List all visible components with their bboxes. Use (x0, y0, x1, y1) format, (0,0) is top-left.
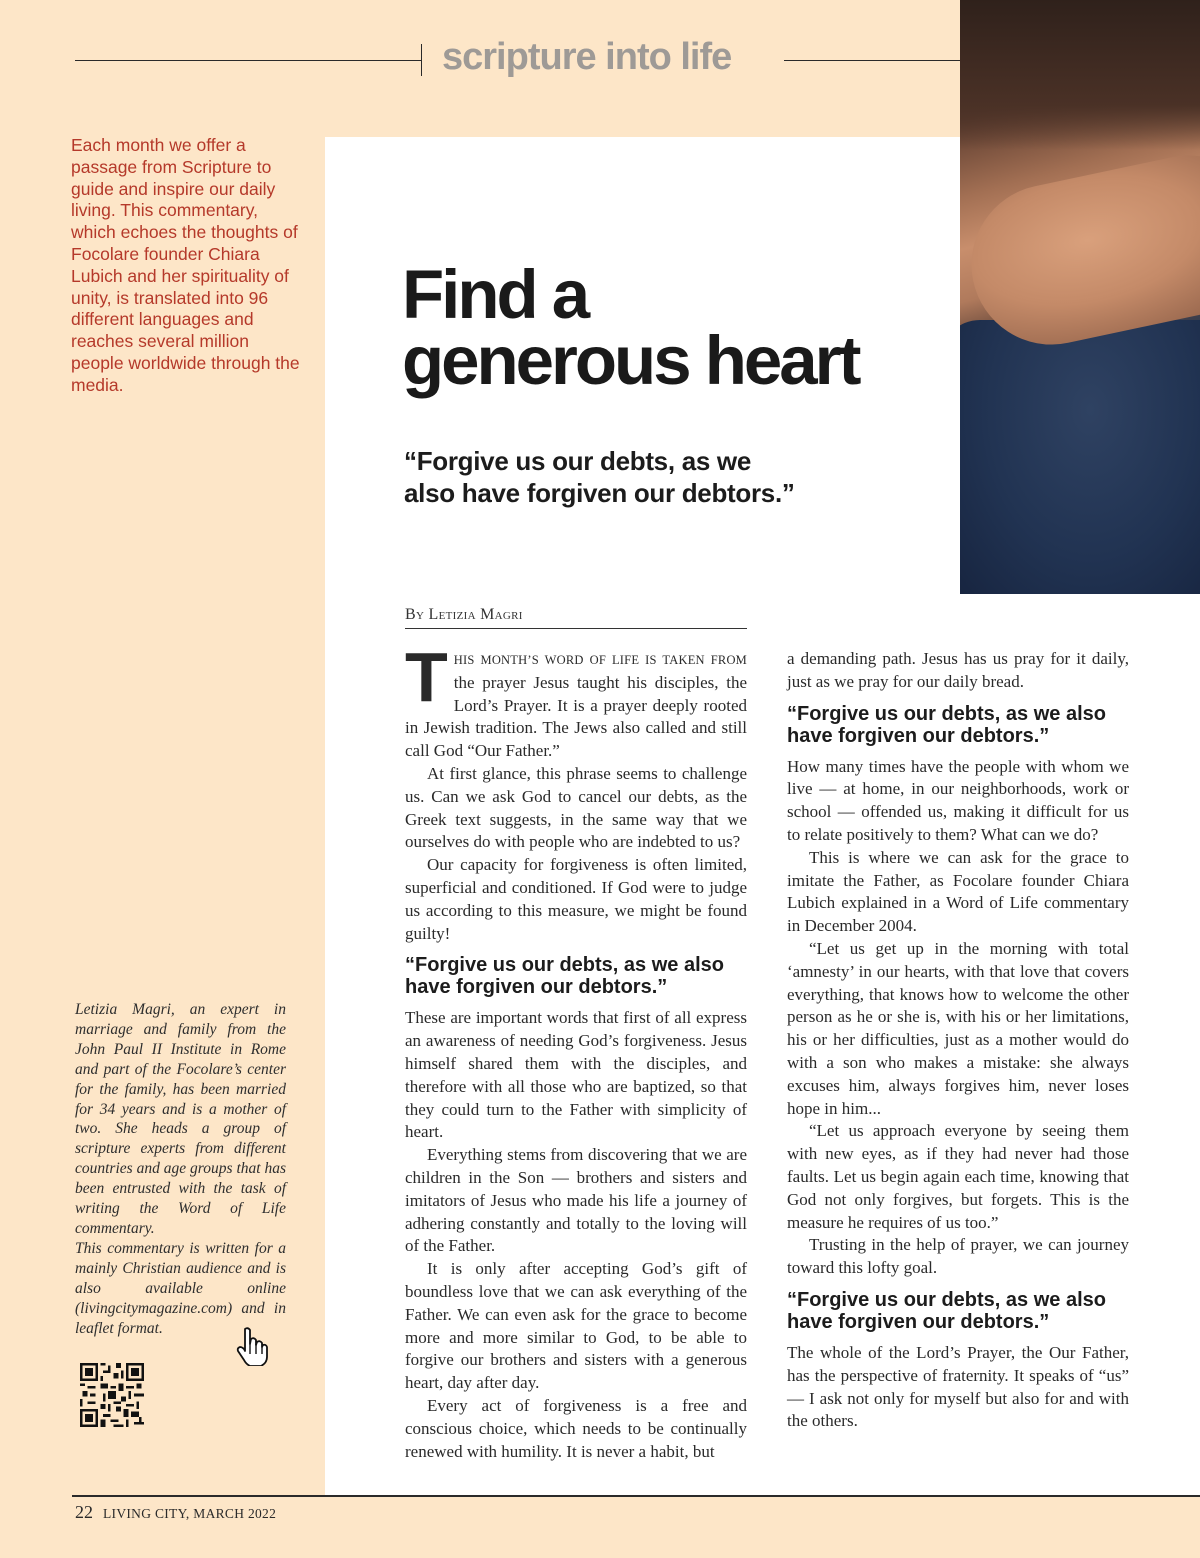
subhead-quote: “Forgive us our debts, as we also have forgiven our debtors.” (787, 1288, 1106, 1333)
article-deck (404, 445, 874, 509)
header-rule-right (784, 60, 962, 61)
paragraph: “Let us get up in the morning with total ‘amnesty’ in our hearts, with that love that covers everything, that knows how to welcome the other person as he or she is, with his or her limitations, his or her difficulties, just as a mother would do with a son who makes a mistake: she always excuses him, always forgives him, never loses hope in him... (787, 938, 1129, 1118)
footer-rule (72, 1495, 1200, 1497)
article-column-1 (405, 638, 747, 1463)
subhead-quote: “Forgive us our debts, as we also have forgiven our debtors.” (787, 702, 1106, 747)
paragraph: Trusting in the help of prayer, we can journey toward this lofty goal. (787, 1235, 1129, 1278)
lead-text: the prayer Jesus taught his disciples, the Lord’s Prayer. It is a prayer deeply rooted in Jewish tradition. The Jews also called and still call God “Our Father.” (405, 672, 747, 761)
magazine-issue: LIVING CITY, MARCH 2022 (103, 1506, 277, 1521)
paragraph-lead (405, 638, 747, 763)
headline-line-1: Find a (402, 256, 588, 333)
photo-shadow (960, 0, 1200, 150)
header-rule-left (75, 60, 422, 61)
intro-blurb: Each month we offer a passage from Scripture to guide and inspire our daily living. This commentary, which echoes the thoughts of Focolare founder Chiara Lubich and her spirituality of unity, is translated into 96 different languages and reaches several million people worldwide through the media. (71, 135, 300, 395)
byline (405, 606, 747, 629)
photo-jeans (960, 320, 1200, 594)
byline-prefix: By (405, 606, 425, 623)
paragraph: Our capacity for forgiveness is often limited, superficial and conditioned. If God were to judge us according to this measure, we might be found guilty! (405, 855, 747, 943)
dropcap: T (405, 638, 448, 716)
header-rule-tick (421, 44, 422, 76)
paragraph: How many times have the people with whom we live — at home, in our neighborhoods, work or school — offended us, making it difficult for us to relate positively to them? What can we do? (787, 756, 1129, 844)
article-photo (960, 0, 1200, 594)
page-number: 22 (75, 1502, 93, 1522)
lead-caps: HIS MONTH’S WORD OF LIFE IS TAKEN FROM (453, 653, 747, 667)
headline-line-2: generous heart (402, 322, 859, 399)
availability-note: This commentary is written for a mainly Christian audience and is also available online (livingcitymagazine.com) and in leaflet format. (75, 1239, 286, 1337)
article-column-2 (787, 648, 1129, 1433)
page-footer (75, 1502, 276, 1523)
paragraph: It is only after accepting God’s gift of boundless love that we can ask everything of the Father. We can even ask for the grace to become more and more similar to God, to be able to forgive our brothers and sisters with a generous heart, day after day. (405, 1259, 747, 1393)
paragraph: Every act of forgiveness is a free and conscious choice, which needs to be continually renewed with humility. It is never a habit, but (405, 1395, 747, 1461)
subhead-quote: “Forgive us our debts, as we also have forgiven our debtors.” (405, 954, 724, 999)
hand-pointer-icon[interactable] (234, 1326, 268, 1366)
paragraph: “Let us approach everyone by seeing them with new eyes, as if they had never had those faults. Let us begin again each time, knowing that God not only forgives, but forgets. This is the measure he requires of us too.” (787, 1121, 1129, 1232)
article-headline (402, 256, 942, 399)
section-title: scripture into life (442, 36, 732, 78)
author-bio (75, 1000, 286, 1338)
paragraph: These are important words that first of all express an awareness of needing God’s forgiveness. Jesus himself shared them with the disciples, and therefore with all those who are baptized, so that they could turn to the Father with simplicity of heart. (405, 1008, 747, 1142)
deck-line-2: also have forgiven our debtors.” (404, 478, 795, 508)
paragraph: a demanding path. Jesus has us pray for it daily, just as we pray for our daily bread. (787, 649, 1129, 691)
qr-code-icon[interactable] (80, 1363, 144, 1427)
paragraph: At first glance, this phrase seems to challenge us. Can we ask God to cancel our debts, as the Greek text suggests, in the same way that we ourselves do with people who are indebted to us? (405, 763, 747, 852)
bio-text: Letizia Magri, an expert in marriage and family from the John Paul II Institute in Rome and part of the Focolare’s center for the family, has been married for 34 years and is a mother of two. She heads a group of scripture experts from different countries and age groups that has been entrusted with the task of writing the Word of Life commentary. (75, 1001, 286, 1237)
deck-line-1: “Forgive us our debts, as we (404, 446, 752, 476)
paragraph: The whole of the Lord’s Prayer, the Our Father, has the perspective of fraternity. It speaks of “us” — I ask not only for myself but also for and with the others. (787, 1342, 1129, 1431)
byline-author: Letizia Magri (428, 606, 523, 623)
paragraph: Everything stems from discovering that we are children in the Son — brothers and sisters and imitators of Jesus who made his life a journey of adhering constantly and totally to the loving will of the Father. (405, 1145, 747, 1256)
paragraph: This is where we can ask for the grace to imitate the Father, as Focolare founder Chiara Lubich explained in a Word of Life commentary in December 2004. (787, 847, 1129, 936)
